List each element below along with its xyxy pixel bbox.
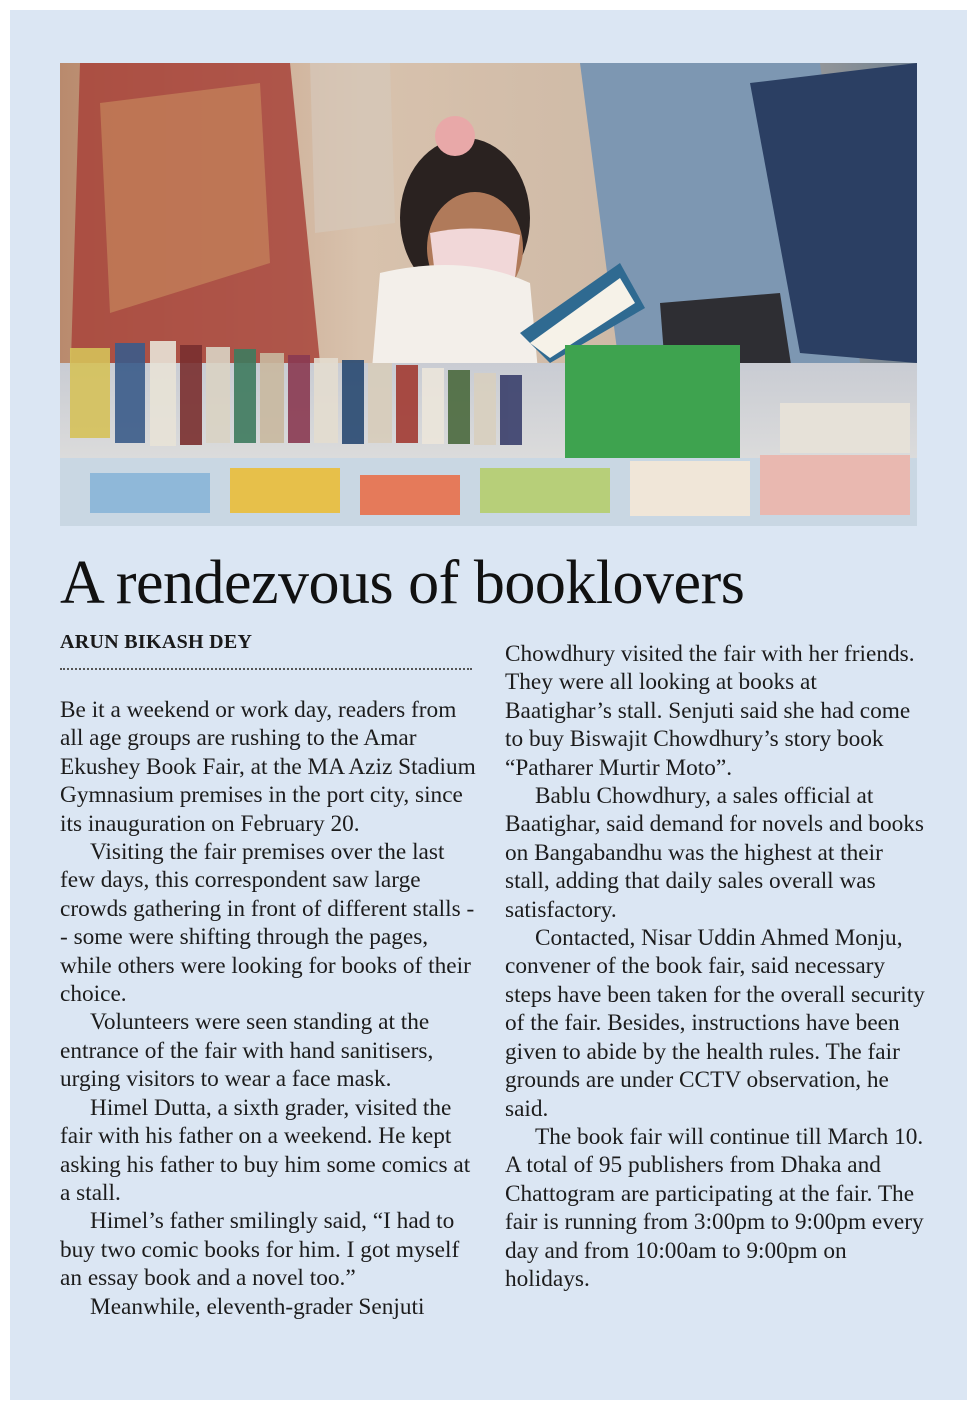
paragraph: Meanwhile, eleventh-grader Senjuti <box>90 1293 425 1320</box>
paragraph: Contacted, Nisar Uddin Ahmed Monju, convener of the book fair, said necessary steps have been taken for the overall security of the fair. Besides, instructions have been given to abide by the health rules. The fair grounds are under CCTV observation, he said. <box>505 925 925 1122</box>
paragraph: Visiting the fair premises over the last few days, this correspondent saw large crowds gathering in front of different stalls -- some were shifting through the pages, while others were looking for books of their choice. <box>60 839 475 1008</box>
paragraph: The book fair will continue till March 10. A total of 95 publishers from Dhaka and Chattogram are participating at the fair. The fair is running from 3:00pm to 9:00pm every day and from 10:00am to 9:00pm on holidays. <box>505 1123 924 1292</box>
left-column <box>60 696 480 1321</box>
headline: A rendezvous of booklovers <box>60 549 745 617</box>
article-photo <box>60 63 917 526</box>
paragraph: Volunteers were seen standing at the entrance of the fair with hand sanitisers, urging visitors to wear a face mask. <box>60 1009 434 1093</box>
right-column <box>505 640 925 1293</box>
paragraph: Himel’s father smilingly said, “I had to buy two comic books for him. I got myself an essay book and a novel too.” <box>60 1208 460 1292</box>
byline-divider <box>60 668 472 670</box>
paragraph: Himel Dutta, a sixth grader, visited the fair with his father on a weekend. He kept asking his father to buy him some comics at a stall. <box>60 1094 471 1206</box>
photo-illustration <box>60 63 917 526</box>
paragraph: Be it a weekend or work day, readers from all age groups are rushing to the Amar Ekushey Book Fair, at the MA Aziz Stadium Gymnasium premises in the port city, since its inauguration on February 20. <box>60 697 476 837</box>
paragraph: Bablu Chowdhury, a sales official at Baatighar, said demand for novels and books on Bangabandhu was the highest at their stall, adding that daily sales overall was satisfactory. <box>505 783 924 923</box>
byline: ARUN BIKASH DEY <box>60 631 253 653</box>
paragraph: Chowdhury visited the fair with her friends. They were all looking at books at Baatighar’s stall. Senjuti said she had come to buy Biswajit Chowdhury’s story book “Patharer Murtir Moto”. <box>505 641 915 781</box>
